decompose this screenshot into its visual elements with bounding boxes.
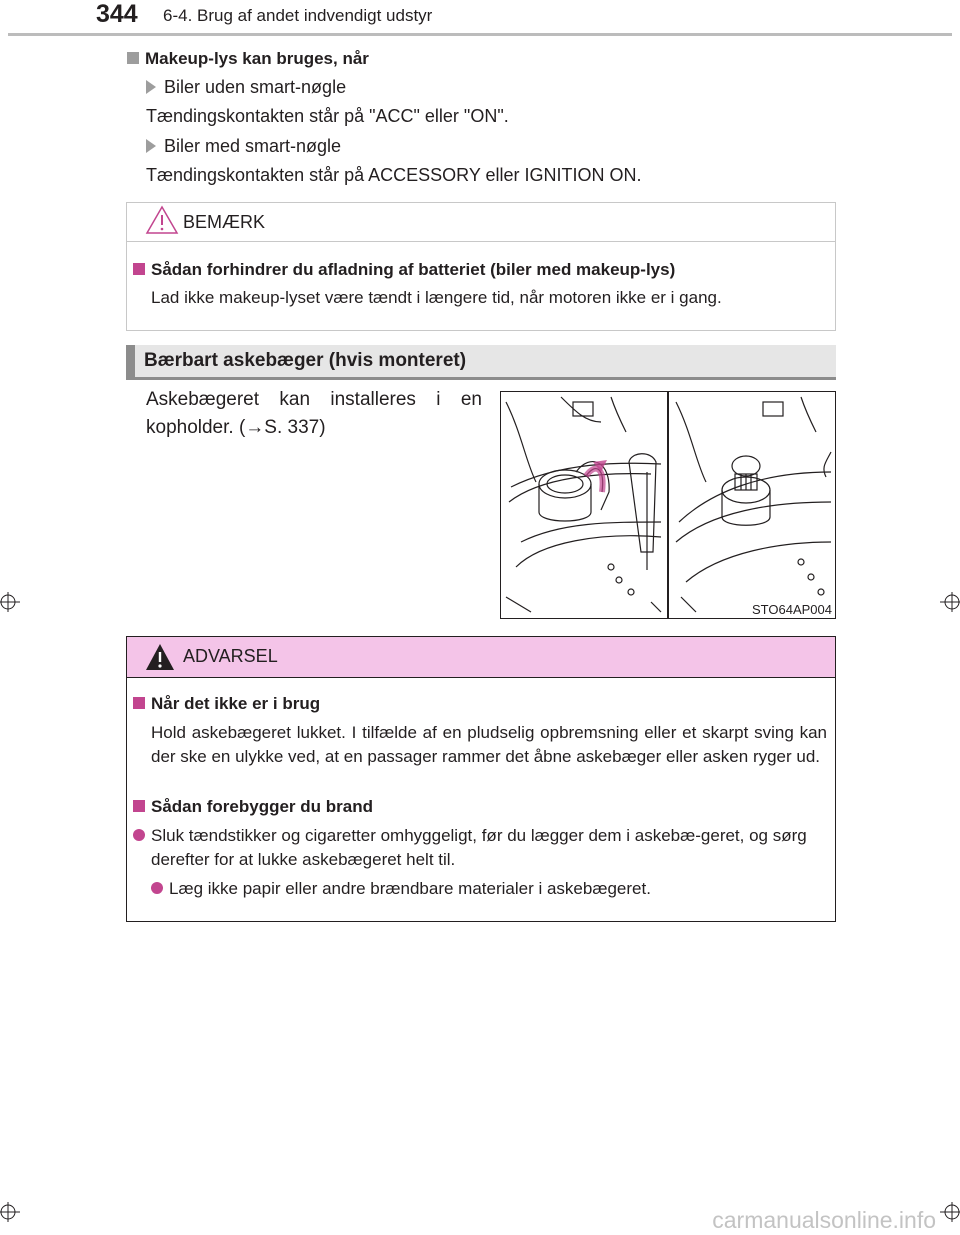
ashtray-drawing <box>501 392 835 618</box>
makeup-item1-text: Tændingskontakten står på "ACC" eller "ON". <box>146 106 509 126</box>
triangle-bullet-icon <box>146 139 156 153</box>
warning-header <box>127 637 835 678</box>
warning-h1: Når det ikke er i brug <box>133 694 320 714</box>
section-body-line1: Askebægeret kan installeres i en <box>146 389 482 410</box>
warning-title: ADVARSEL <box>183 646 278 666</box>
crop-mark-icon <box>0 590 24 614</box>
chapter-title: 6-4. Brug af andet indvendigt udstyr <box>163 6 433 25</box>
crop-mark-icon <box>936 590 960 614</box>
notice-text: Lad ikke makeup-lyset være tændt i længere tid, når motoren ikke er i gang. <box>151 288 722 307</box>
caution-triangle-icon <box>145 205 179 235</box>
section-title: Bærbart askebæger (hvis monteret) <box>144 350 467 371</box>
crop-mark-icon <box>936 1200 960 1224</box>
warning-p1: Hold askebægeret lukket. I tilfælde af en pludselig opbremsning eller et skarpt sving kan der ske en ulykke ved, at en passager rammer det åbne askebæger eller asken ryger ud. <box>151 723 827 766</box>
square-bullet-icon <box>133 800 145 812</box>
square-bullet-icon <box>127 52 139 64</box>
circle-bullet-icon <box>133 829 145 841</box>
makeup-heading: Makeup-lys kan bruges, når <box>127 49 369 69</box>
warning-bullet-2: Læg ikke papir eller andre brændbare materialer i askebægeret. <box>169 877 827 901</box>
notice-box <box>126 202 836 331</box>
section-body-line2: kopholder. (→S. 337) <box>146 417 326 438</box>
warning-h2: Sådan forebygger du brand <box>133 797 373 817</box>
footer-watermark[interactable]: carmanualsonline.info <box>712 1207 936 1233</box>
makeup-item2-label: Biler med smart-nøgle <box>146 136 341 157</box>
square-bullet-icon <box>133 697 145 709</box>
image-code: STO64AP004 <box>752 602 832 617</box>
notice-heading: Sådan forhindrer du afladning af batteriet (biler med makeup-lys) <box>133 260 675 280</box>
warning-triangle-icon <box>145 643 175 671</box>
page-number: 344 <box>96 0 138 28</box>
square-bullet-icon <box>133 263 145 275</box>
notice-title: BEMÆRK <box>183 212 266 232</box>
circle-bullet-icon <box>151 882 163 894</box>
arrow-icon: → <box>245 417 265 438</box>
ashtray-illustration <box>500 391 836 619</box>
makeup-item1-label: Biler uden smart-nøgle <box>146 77 346 98</box>
crop-mark-icon <box>0 1200 24 1224</box>
header-rule <box>8 33 952 36</box>
triangle-bullet-icon <box>146 80 156 94</box>
warning-box <box>126 636 836 922</box>
section-title-bar <box>126 345 836 380</box>
notice-header <box>127 203 835 242</box>
warning-bullet-1: Sluk tændstikker og cigaretter omhyggeligt, før du lægger dem i askebæ-geret, og sørg derefter for at lukke askebægeret helt til. <box>151 824 827 872</box>
makeup-item2-text: Tændingskontakten står på ACCESSORY eller IGNITION ON. <box>146 165 642 185</box>
